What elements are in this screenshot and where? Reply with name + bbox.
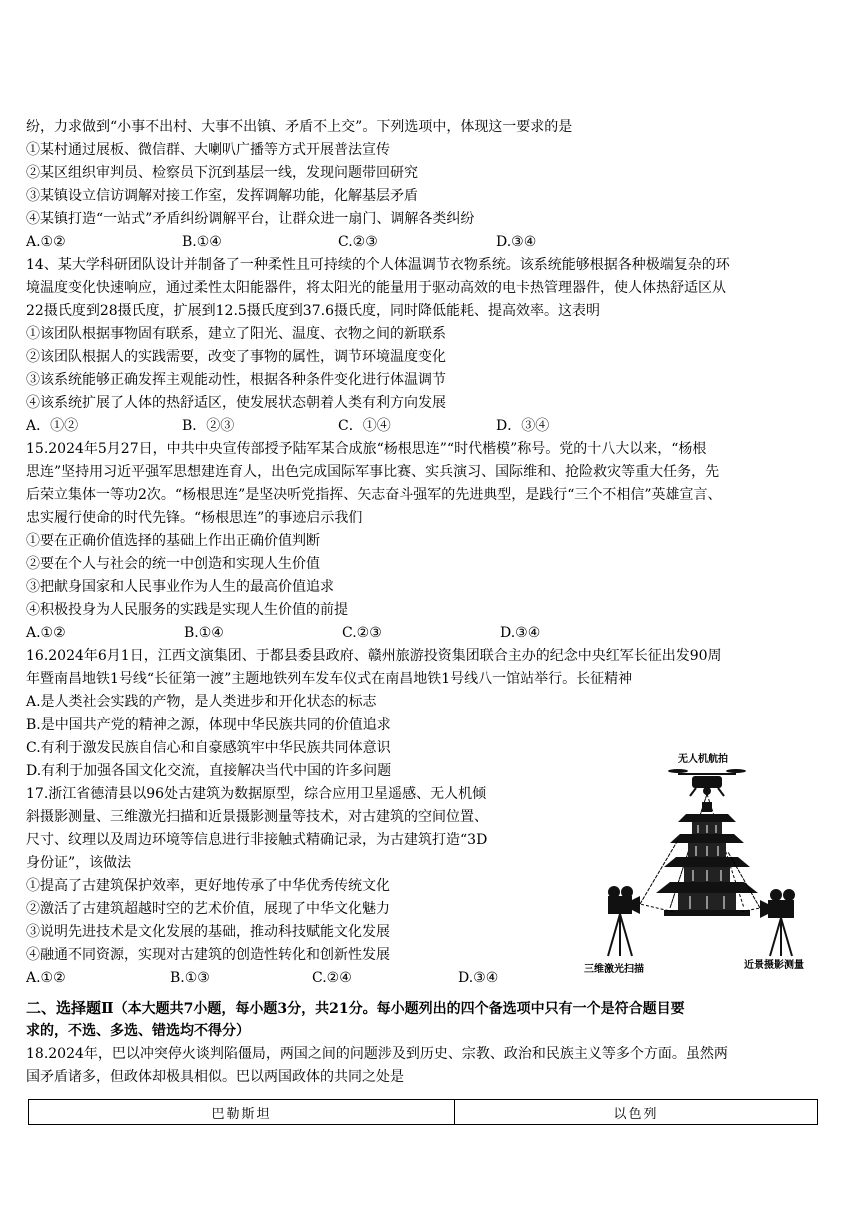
q16-option-b[interactable]: B.是中国共产党的精神之源，体现中华民族共同的价值追求 <box>26 717 391 733</box>
q14-stem-line-1: 14、某大学科研团队设计并制备了一种柔性且可持续的个人体温调节衣物系统。该系统能够根据各种极端复杂的环 <box>26 257 730 273</box>
figure-label-drone: 无人机航拍 <box>678 754 728 765</box>
q18-comparison-table <box>28 1099 818 1125</box>
q17-statement-2: ②激活了古建筑超越时空的艺术价值，展现了中华文化魅力 <box>26 901 390 917</box>
section-2-title: 二、选择题Ⅱ <box>26 999 114 1017</box>
q13-option-b[interactable]: B.①④ <box>182 234 222 250</box>
q17-option-b[interactable]: B.①③ <box>170 970 210 986</box>
q17-stem-line-3: 尺寸、纹理以及周边环境等信息进行非接触式精确记录，为古建筑打造“3D <box>26 832 488 848</box>
drone-icon <box>668 769 746 796</box>
q14-options <box>26 415 726 437</box>
laser-scanner-icon <box>608 886 640 956</box>
q15-option-b[interactable]: B.①④ <box>184 625 224 641</box>
q17-stem-line-4: 身份证”，该做法 <box>26 855 132 871</box>
q14-statement-4: ④该系统扩展了人体的热舒适区，使发展状态朝着人类有利方向发展 <box>26 395 446 411</box>
q14-stem-line-2: 境温度变化快速响应，通过柔性太阳能器件，将太阳光的能量用于驱动高效的电卡热管理器件，使人体热舒适区从 <box>26 280 726 296</box>
section-2-instructions: （本大题共7小题，每小题3分，共21分。每小题列出的四个备选项中只有一个是符合题目要 <box>113 1001 685 1017</box>
q15-statement-2: ②要在个人与社会的统一中创造和实现人生价值 <box>26 556 320 572</box>
table-row <box>29 1100 818 1125</box>
q17-statement-4: ④融通不同资源，实现对古建筑的创造性转化和创新性发展 <box>26 947 390 963</box>
figure-label-close-range: 近景摄影测量 <box>744 960 804 971</box>
q14-statement-1: ①该团队根据事物固有联系，建立了阳光、温度、衣物之间的新联系 <box>26 326 446 342</box>
q13-statement-2: ②某区组织审判员、检察员下沉到基层一线，发现问题带回研究 <box>26 165 418 181</box>
q13-stem: 纷，力求做到“小事不出村、大事不出镇、矛盾不上交”。下列选项中，体现这一要求的是 <box>26 119 573 135</box>
q16-stem-line-1: 16.2024年6月1日，江西文演集团、于都县委县政府、赣州旅游投资集团联合主办的纪念中央红军长征出发90周 <box>26 648 722 664</box>
q16-stem-line-2: 年暨南昌地铁1号线“长征第一渡”主题地铁列车发车仪式在南昌地铁1号线八一馆站举行。长征精神 <box>26 671 633 687</box>
q13-option-d[interactable]: D.③④ <box>496 234 537 250</box>
q14-option-a[interactable]: A．①② <box>26 418 79 434</box>
q15-options <box>26 622 726 644</box>
q13-options <box>26 231 726 253</box>
q13-statement-1: ①某村通过展板、微信群、大喇叭广播等方式开展普法宣传 <box>26 142 390 158</box>
section-2-header <box>26 997 685 1020</box>
q18-stem-line-1: 18.2024年，巴以冲突停火谈判陷僵局，两国之间的问题涉及到历史、宗教、政治和民族主义等多个方面。虽然两 <box>26 1046 728 1062</box>
q14-option-d[interactable]: D．③④ <box>496 418 550 434</box>
table-header-palestine: 巴勒斯坦 <box>29 1100 455 1125</box>
close-range-camera-icon <box>760 889 795 956</box>
q18-stem-line-2: 国矛盾诸多，但政体却极具相似。巴以两国政体的共同之处是 <box>26 1069 404 1085</box>
q14-option-b[interactable]: B．②③ <box>182 418 235 434</box>
figure-label-laser-scan: 三维激光扫描 <box>584 964 644 975</box>
q13-option-c[interactable]: C.②③ <box>338 234 378 250</box>
q15-stem-line-1: 15.2024年5月27日，中共中央宣传部授予陆军某合成旅“杨根思连”“时代楷模”称号。党的十八大以来，“杨根 <box>26 441 707 457</box>
table-header-israel: 以色列 <box>455 1100 818 1125</box>
q16-option-d[interactable]: D.有利于加强各国文化交流，直接解决当代中国的许多问题 <box>26 763 392 779</box>
q15-statement-3: ③把献身国家和人民事业作为人生的最高价值追求 <box>26 579 334 595</box>
q15-option-c[interactable]: C.②③ <box>342 625 382 641</box>
q15-option-d[interactable]: D.③④ <box>500 625 541 641</box>
q17-stem-line-1: 17.浙江省德清县以96处古建筑为数据原型，综合应用卫星遥感、无人机倾 <box>26 786 487 802</box>
pagoda-survey-figure <box>578 744 838 974</box>
pagoda-icon <box>656 802 758 916</box>
q14-statement-2: ②该团队根据人的实践需要，改变了事物的属性，调节环境温度变化 <box>26 349 446 365</box>
q13-option-a[interactable]: A.①② <box>26 234 66 250</box>
q17-stem-line-2: 斜摄影测量、三维激光扫描和近景摄影测量等技术，对古建筑的空间位置、 <box>26 809 488 825</box>
pagoda-survey-illustration <box>578 744 838 974</box>
q14-option-c[interactable]: C．①④ <box>338 418 391 434</box>
q13-statement-4: ④某镇打造“一站式”矛盾纠纷调解平台，让群众进一扇门、调解各类纠纷 <box>26 211 475 227</box>
q17-option-d[interactable]: D.③④ <box>458 970 499 986</box>
q15-stem-line-4: 忠实履行使命的时代先锋。“杨根思连”的事迹启示我们 <box>26 510 363 526</box>
q14-statement-3: ③该系统能够正确发挥主观能动性，根据各种条件变化进行体温调节 <box>26 372 446 388</box>
q15-option-a[interactable]: A.①② <box>26 625 66 641</box>
q16-option-c[interactable]: C.有利于激发民族自信心和自豪感筑牢中华民族共同体意识 <box>26 740 391 756</box>
q15-stem-line-2: 思连”坚持用习近平强军思想建连育人，出色完成国际军事比赛、实兵演习、国际维和、抢险救灾等重大任务，先 <box>26 464 720 480</box>
q13-statement-3: ③某镇设立信访调解对接工作室，发挥调解功能，化解基层矛盾 <box>26 188 418 204</box>
q17-statement-3: ③说明先进技术是文化发展的基础，推动科技赋能文化发展 <box>26 924 390 940</box>
q15-statement-4: ④积极投身为人民服务的实践是实现人生价值的前提 <box>26 602 348 618</box>
q16-option-a[interactable]: A.是人类社会实践的产物，是人类进步和开化状态的标志 <box>26 694 377 710</box>
q15-stem-line-3: 后荣立集体一等功2次。“杨根思连”是坚决听党指挥、矢志奋斗强军的先进典型，是践行“三个不相信”英雄宣言、 <box>26 487 722 503</box>
q17-option-c[interactable]: C.②④ <box>312 970 352 986</box>
q17-statement-1: ①提高了古建筑保护效率，更好地传承了中华优秀传统文化 <box>26 878 390 894</box>
section-2-instructions-cont: 求的，不选、多选、错选均不得分） <box>26 1023 250 1039</box>
q14-stem-line-3: 22摄氏度到28摄氏度，扩展到12.5摄氏度到37.6摄氏度，同时降低能耗、提高效率。这表明 <box>26 303 600 319</box>
q15-statement-1: ①要在正确价值选择的基础上作出正确价值判断 <box>26 533 320 549</box>
q17-option-a[interactable]: A.①② <box>26 970 66 986</box>
